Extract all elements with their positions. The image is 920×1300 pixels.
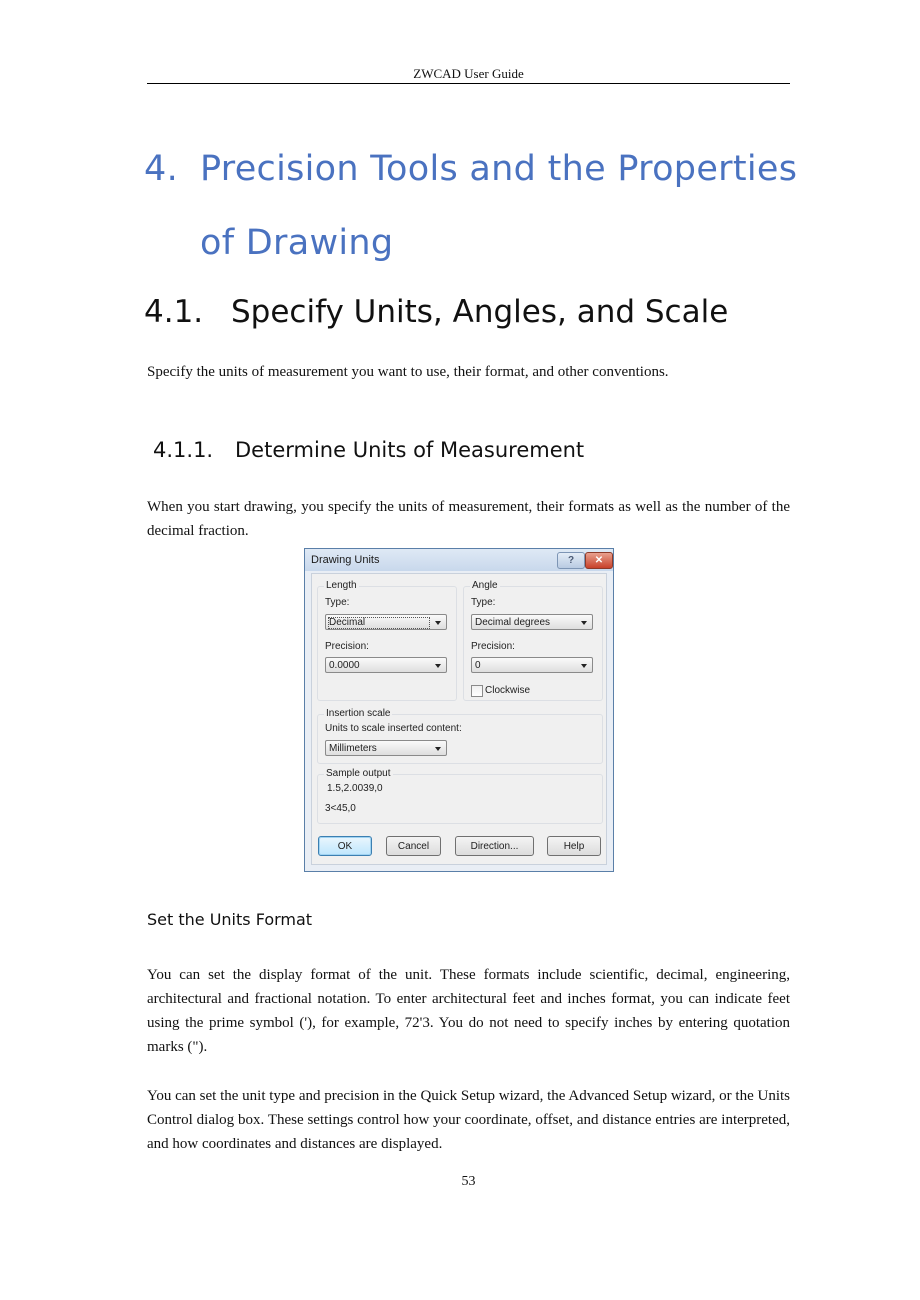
angle-precision-select[interactable] xyxy=(471,657,593,673)
dialog-titlebar xyxy=(305,549,613,571)
length-group xyxy=(317,580,457,701)
subsection-title: Determine Units of Measurement xyxy=(235,438,585,462)
insertion-scale-group xyxy=(317,708,603,764)
chevron-down-icon xyxy=(435,747,441,751)
cancel-button[interactable]: Cancel xyxy=(386,836,441,856)
angle-group-label: Angle xyxy=(472,580,498,591)
subsection-intro: When you start drawing, you specify the units of measurement, their formats as well as the number of the decimal fraction. xyxy=(147,499,790,539)
section-intro: Specify the units of measurement you want to use, their format, and other conventions. xyxy=(147,364,669,380)
help-button[interactable]: Help xyxy=(547,836,601,856)
chapter-number: 4. xyxy=(144,149,178,189)
drawing-units-dialog xyxy=(304,548,614,872)
subsection-number: 4.1.1. xyxy=(153,438,214,462)
insertion-scale-label: Insertion scale xyxy=(326,708,391,719)
chevron-down-icon xyxy=(435,664,441,668)
dialog-client xyxy=(311,573,607,865)
length-precision-value: 0.0000 xyxy=(329,660,360,671)
length-type-label: Type: xyxy=(325,597,350,608)
chevron-down-icon xyxy=(435,621,441,625)
angle-type-label: Type: xyxy=(471,597,496,608)
length-type-value: Decimal xyxy=(329,617,366,628)
section-number: 4.1. xyxy=(144,294,204,330)
insertion-units-label: Units to scale inserted content: xyxy=(325,723,462,734)
sample-output-label: Sample output xyxy=(326,768,391,779)
section-heading xyxy=(144,294,729,330)
units-format-heading: Set the Units Format xyxy=(147,910,313,929)
clockwise-label[interactable]: Clockwise xyxy=(485,685,531,696)
angle-type-value: Decimal degrees xyxy=(475,617,551,628)
angle-type-select[interactable] xyxy=(471,614,593,630)
clockwise-checkbox[interactable] xyxy=(471,685,483,697)
help-icon[interactable]: ? xyxy=(557,552,585,569)
sample-output-line2: 3<45,0 xyxy=(325,803,356,814)
angle-group xyxy=(463,580,603,701)
subsection-heading xyxy=(153,438,585,462)
ok-button[interactable]: OK xyxy=(318,836,372,856)
length-group-label: Length xyxy=(326,580,357,591)
sample-output-line1: 1.5,2.0039,0 xyxy=(327,783,383,794)
close-icon[interactable]: ✕ xyxy=(585,552,613,569)
direction-button[interactable]: Direction... xyxy=(455,836,534,856)
dialog-title: Drawing Units xyxy=(311,554,380,566)
page-number: 53 xyxy=(461,1174,476,1189)
insertion-units-value: Millimeters xyxy=(329,743,377,754)
paragraph-units-format: You can set the display format of the unit. These formats include scientific, decimal, engineering, architectural and fractional notation. To enter architectural feet and inches format, you can indicate feet using the prime symbol ('), for example, 72'3. You do not need to specify inches by entering quotation marks ("). xyxy=(147,967,790,1055)
chapter-title-text: Precision Tools and the Properties of Drawing xyxy=(200,149,798,263)
section-title: Specify Units, Angles, and Scale xyxy=(231,294,729,330)
angle-precision-label: Precision: xyxy=(471,641,515,652)
header-rule xyxy=(147,83,790,84)
paragraph-unit-settings: You can set the unit type and precision in the Quick Setup wizard, the Advanced Setup wizard, or the Units Control dialog box. These settings control how your coordinate, offset, and distance entries are interpreted, and how coordinates and distances are displayed. xyxy=(147,1088,790,1152)
running-header: ZWCAD User Guide xyxy=(413,66,524,81)
angle-precision-value: 0 xyxy=(475,660,481,671)
length-precision-label: Precision: xyxy=(325,641,369,652)
length-precision-select[interactable] xyxy=(325,657,447,673)
length-type-select[interactable] xyxy=(325,614,447,630)
sample-output-group xyxy=(317,768,603,824)
chevron-down-icon xyxy=(581,664,587,668)
chevron-down-icon xyxy=(581,621,587,625)
insertion-units-select[interactable] xyxy=(325,740,447,756)
